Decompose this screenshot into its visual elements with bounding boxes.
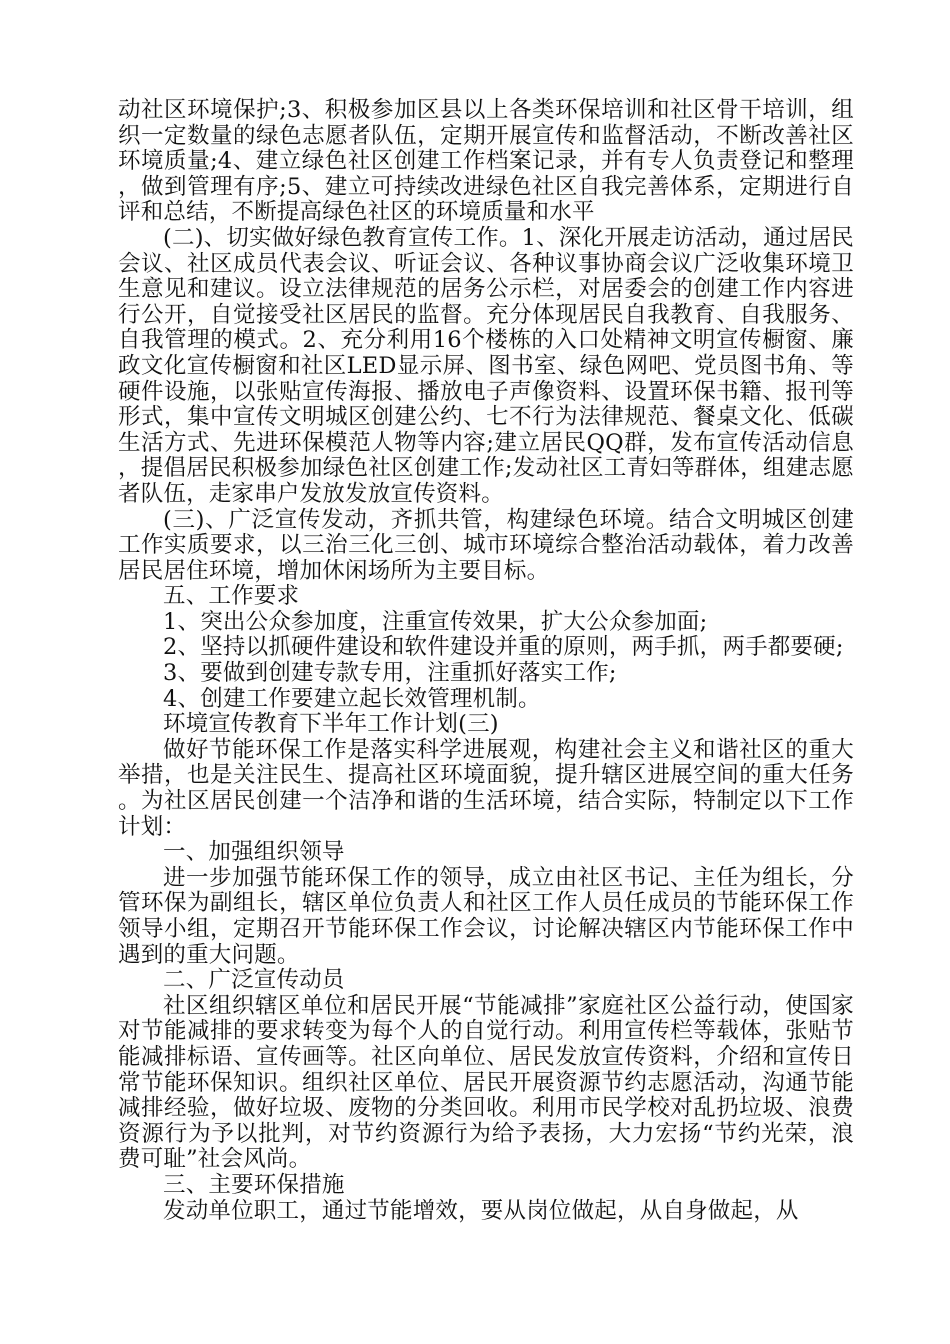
list-item: 4、创建工作要建立起长效管理机制。 [163,685,541,712]
list-item: 3、要做到创建专款专用，注重抓好落实工作; [163,660,617,687]
document-body [118,98,854,1224]
section-heading: 一、加强组织领导 [163,839,345,866]
paragraph: (二)、切实做好绿色教育宣传工作。1、深化开展走访活动，通过居民会议、社区成员代表会议、听证会议、各种议事协商会议广泛收集环境卫生意见和建议。设立法律规范的居务公示栏，对居委会的创建工作内容进行公开，自觉接受社区居民的监督。充分体现居民自我教育、自我服务、自我管理的模式。2、充分利用16个楼栋的入口处精神文明宣传橱窗、廉政文化宣传橱窗和社区LED显示屏、图书室、绿色网吧、党员图书角、等硬件设施，以张贴宣传海报、播放电子声像资料、设置环保书籍、报刊等形式，集中宣传文明城区创建公约、七不行为法律规范、餐桌文化、低碳生活方式、先进环保模范人物等内容;建立居民QQ群，发布宣传活动信息，提倡居民积极参加绿色社区创建工作;发动社区工青妇等群体，组建志愿者队伍，走家串户发放发放宣传资料。 [118,224,854,507]
section-heading: 三、主要环保措施 [163,1171,345,1198]
paragraph: 进一步加强节能环保工作的领导，成立由社区书记、主任为组长，分管环保为副组长，辖区单位负责人和社区工作人员任成员的节能环保工作领导小组，定期召开节能环保工作会议，讨论解决辖区内节能环保工作中遇到的重大问题。 [118,864,854,968]
paragraph: 发动单位职工，通过节能增效，要从岗位做起，从自身做起，从 [163,1197,799,1224]
section-heading: 二、广泛宣传动员 [163,967,345,994]
list-item: 1、突出公众参加度，注重宣传效果，扩大公众参加面; [163,608,708,635]
paragraph: 社区组织辖区单位和居民开展“节能减排”家庭社区公益行动，使国家对节能减排的要求转变为每个人的自觉行动。利用宣传栏等载体，张贴节能减排标语、宣传画等。社区向单位、居民发放宣传资料，介绍和宣传日常节能环保知识。组织社区单位、居民开展资源节约志愿活动，沟通节能减排经验，做好垃圾、废物的分类回收。利用市民学校对乱扔垃圾、浪费资源行为予以批判，对节约资源行为给予表扬，大力宏扬“节约光荣，浪费可耻”社会风尚。 [118,992,854,1173]
paragraph: 动社区环境保护;3、积极参加区县以上各类环保培训和社区骨干培训，组织一定数量的绿色志愿者队伍，定期开展宣传和监督活动，不断改善社区环境质量;4、建立绿色社区创建工作档案记录，并有专人负责登记和整理，做到管理有序;5、建立可持续改进绿色社区自我完善体系，定期进行自评和总结，不断提高绿色社区的环境质量和水平 [118,97,854,226]
list-item: 2、坚持以抓硬件建设和软件建设并重的原则，两手抓，两手都要硬; [163,634,844,661]
section-heading: 五、工作要求 [163,583,300,610]
document-title: 环境宣传教育下半年工作计划(三) [163,711,499,738]
paragraph: (三)、广泛宣传发动，齐抓共管，构建绿色环境。结合文明城区创建工作实质要求，以三治三化三创、城市环境综合整治活动载体，着力改善居民居住环境，增加休闲场所为主要目标。 [118,506,854,584]
paragraph: 做好节能环保工作是落实科学进展观，构建社会主义和谐社区的重大举措，也是关注民生、提高社区环境面貌，提升辖区进展空间的重大任务。为社区居民创建一个洁净和谐的生活环境，结合实际，特制定以下工作计划： [118,736,854,840]
